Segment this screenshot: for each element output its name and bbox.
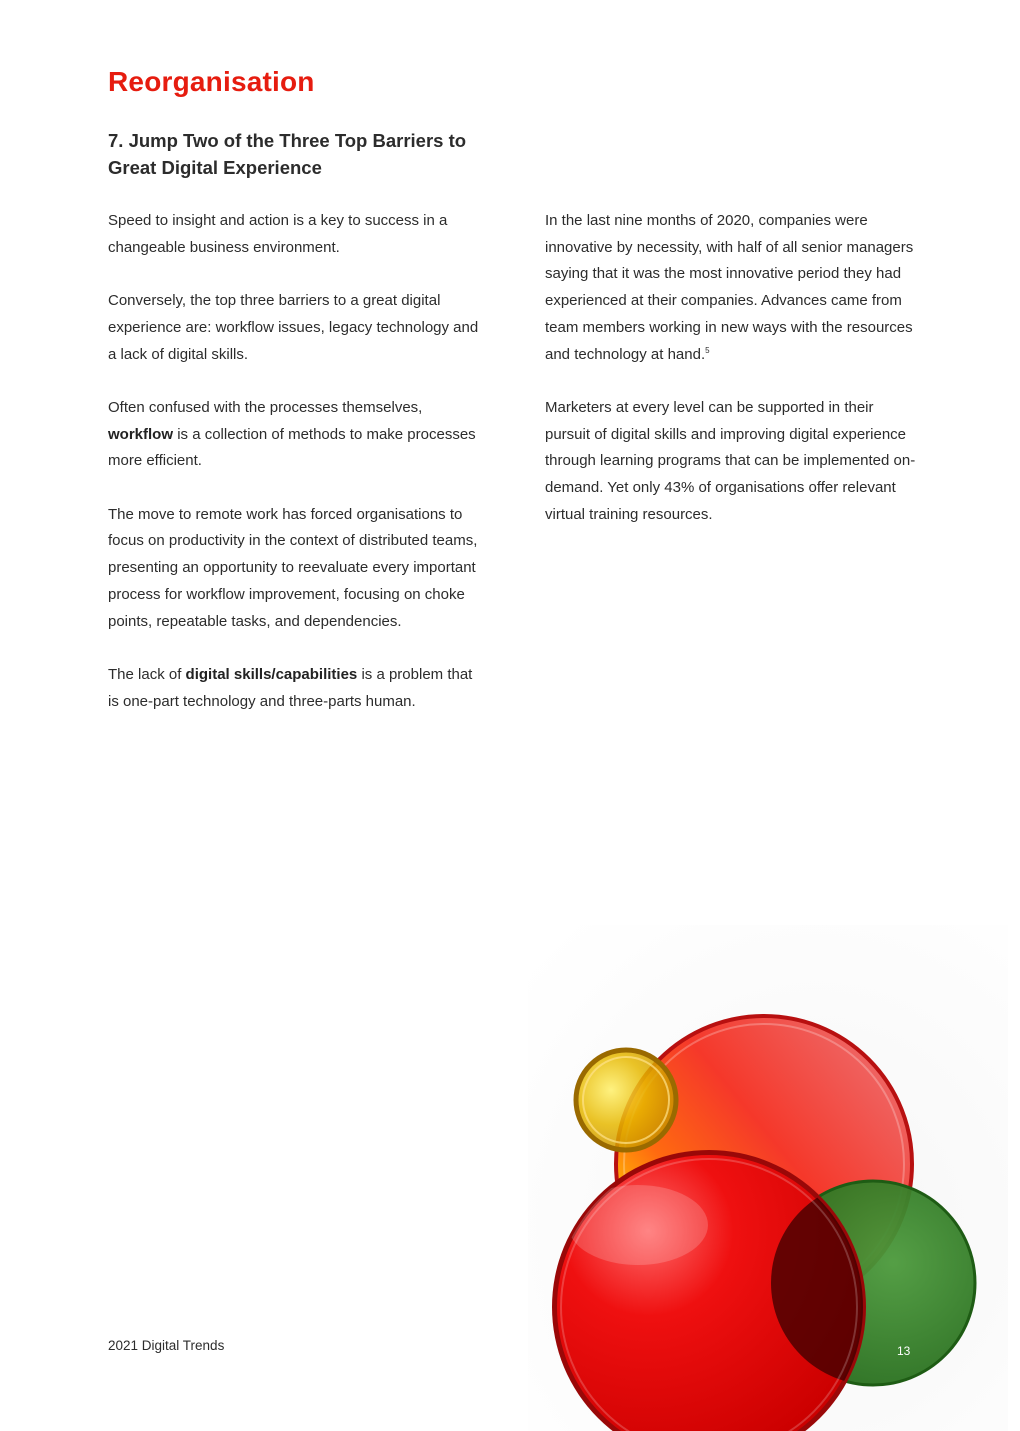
footer-report-title: 2021 Digital Trends bbox=[108, 1338, 225, 1353]
left-paragraph-5-suffix: is a problem that is one-part technology and three-parts human. bbox=[108, 665, 473, 710]
section-title: Reorganisation bbox=[108, 66, 315, 97]
small-yellow-ring bbox=[576, 1050, 676, 1150]
left-paragraph-3-suffix: is a collection of methods to make processes more efficient. bbox=[108, 425, 476, 470]
left-paragraph-3 bbox=[108, 395, 480, 475]
left-column bbox=[108, 208, 480, 715]
left-paragraph-3-prefix: Often confused with the processes themselves, bbox=[108, 398, 423, 416]
digital-skills-term: digital skills/capabilities bbox=[185, 665, 358, 683]
right-paragraph-2: Marketers at every level can be supported in their pursuit of digital skills and improving digital experience through learning programs that can be implemented on-demand. Yet only 43% of organisations offer relevant virtual training resources. bbox=[545, 398, 916, 523]
left-paragraph-2: Conversely, the top three barriers to a great digital experience are: workflow issues, legacy technology and a lack of digital skills. bbox=[108, 292, 479, 363]
left-paragraph-5 bbox=[108, 662, 480, 715]
left-paragraph-4: The move to remote work has forced organisations to focus on productivity in the context of distributed teams, presenting an opportunity to reevaluate every important process for workflow improvement, focusing on choke points, repeatable tasks, and dependencies. bbox=[108, 505, 478, 630]
page-heading-line-2: Great Digital Experience bbox=[108, 157, 322, 178]
right-paragraph-1 bbox=[545, 208, 920, 368]
workflow-term: workflow bbox=[108, 425, 174, 443]
footnote-marker: 5 bbox=[705, 345, 710, 355]
page-heading bbox=[108, 127, 488, 181]
left-paragraph-5-prefix: The lack of bbox=[108, 665, 182, 683]
right-column bbox=[545, 208, 920, 528]
right-paragraph-1-text: In the last nine months of 2020, companies were innovative by necessity, with half of all senior managers saying that it was the most innovative period they had experienced at their companies. Advances came from team members working in new ways with the resources and technology at hand. bbox=[545, 212, 914, 363]
page-number: 13 bbox=[897, 1344, 911, 1358]
glass-circles-illustration bbox=[528, 925, 1008, 1431]
page-heading-line-1: 7. Jump Two of the Three Top Barriers to bbox=[108, 130, 467, 151]
left-paragraph-1: Speed to insight and action is a key to success in a changeable business environment. bbox=[108, 212, 448, 256]
